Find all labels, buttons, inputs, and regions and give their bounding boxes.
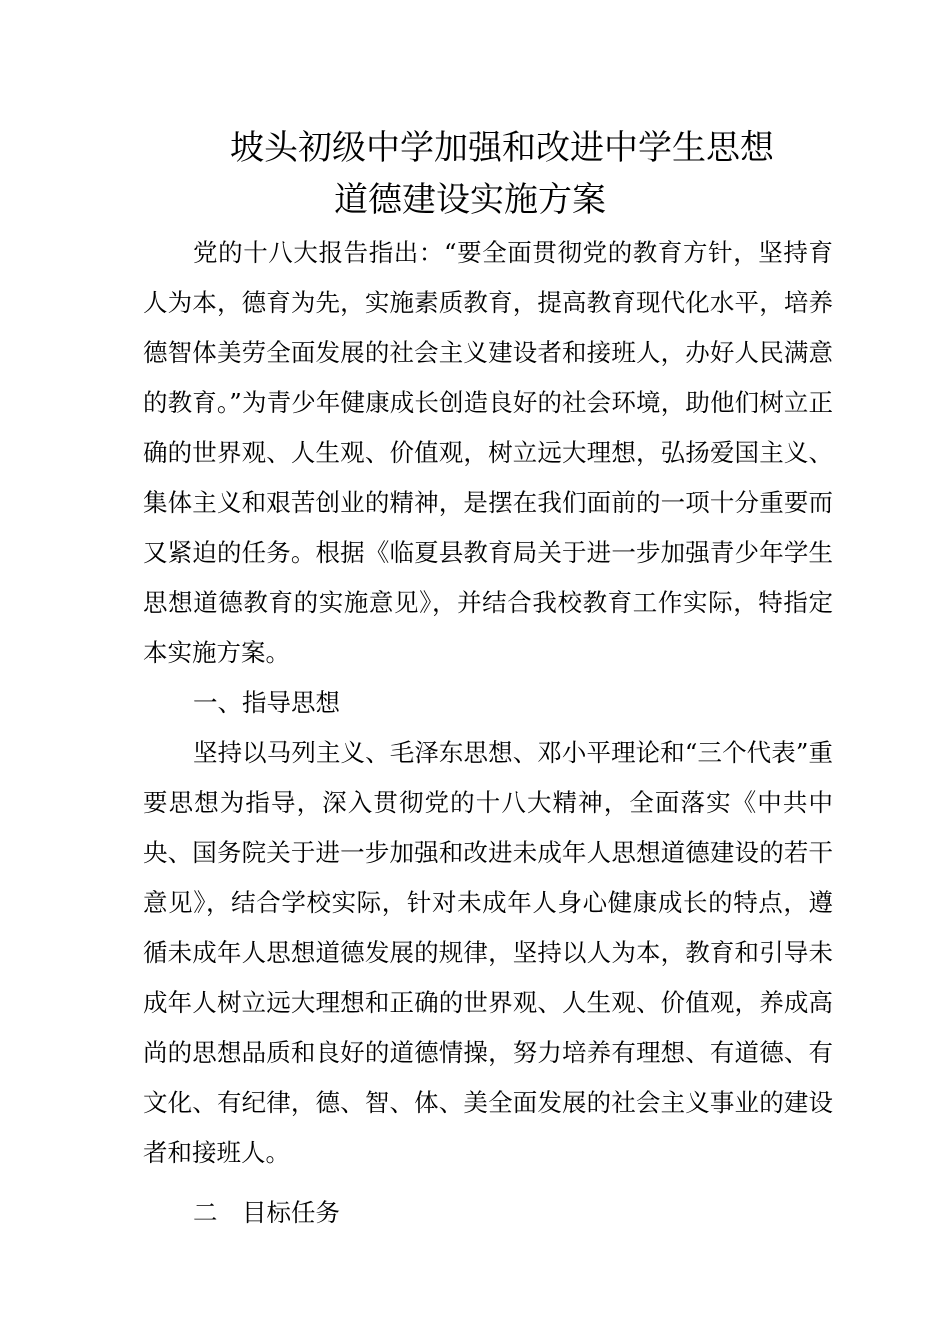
document-title-line-1: 坡头初级中学加强和改进中学生思想 (230, 128, 774, 168)
section-heading-goals: 二 目标任务 (193, 1198, 340, 1227)
section-heading-guiding-thought: 一、指导思想 (193, 688, 340, 717)
intro-paragraph: 党的十八大报告指出：“要全面贯彻党的教育方针，坚持育人为本，德育为先，实施素质教育，提高教育现代化水平，培养德智体美劳全面发展的社会主义建设者和接班人，办好人民满意的教育。”为青少年健康成长创造良好的社会环境，助他们树立正确的世界观、人生观、价值观，树立远大理想，弘扬爱国主义、集体主义和艰苦创业的精神，是摆在我们面前的一项十分重要而又紧迫的任务。根据《临夏县教育局关于进一步加强青少年学生思想道德教育的实施意见》，并结合我校教育工作实际，特指定本实施方案。 (143, 238, 833, 667)
guiding-thought-paragraph: 坚持以马列主义、毛泽东思想、邓小平理论和“三个代表”重要思想为指导，深入贯彻党的十八大精神，全面落实《中共中央、国务院关于进一步加强和改进未成年人思想道德建设的若干意见》，结合学校实际，针对未成年人身心健康成长的特点，遵循未成年人思想道德发展的规律，坚持以人为本，教育和引导未成年人树立远大理想和正确的世界观、人生观、价值观，养成高尚的思想品质和良好的道德情操，努力培养有理想、有道德、有文化、有纪律，德、智、体、美全面发展的社会主义事业的建设者和接班人。 (143, 738, 833, 1167)
document-body (143, 228, 833, 1238)
section-gap (143, 1178, 833, 1188)
document-title-line-2: 道德建设实施方案 (334, 180, 606, 220)
